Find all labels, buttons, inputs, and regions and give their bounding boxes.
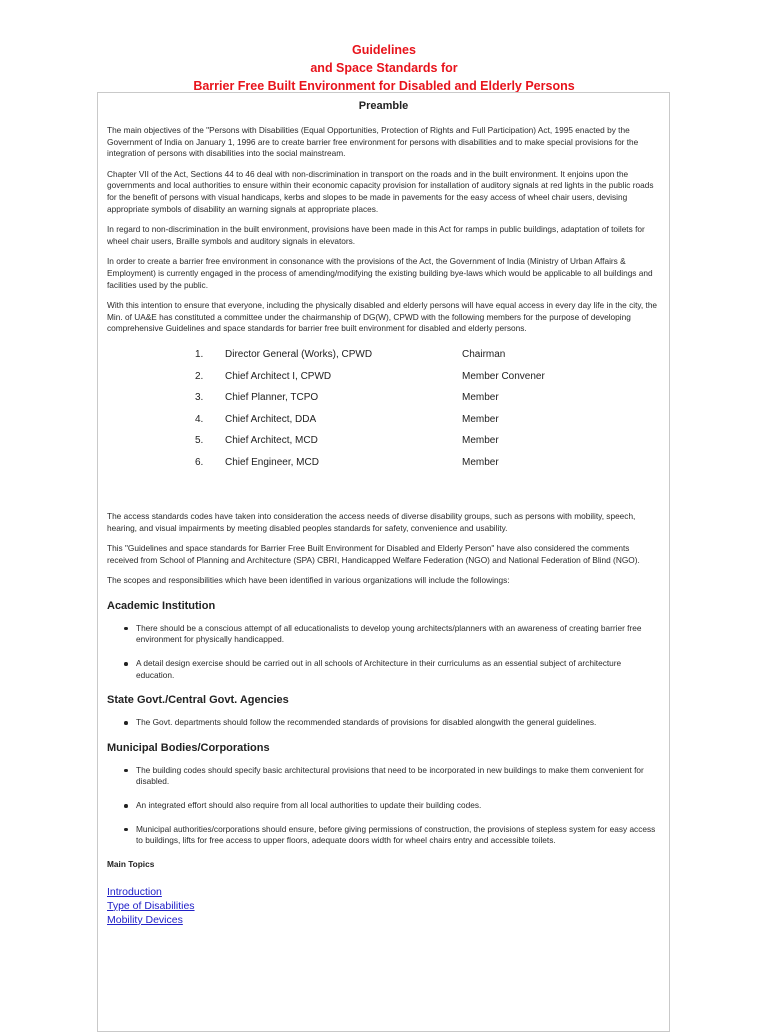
list-item: The Govt. departments should follow the recommended standards of provisions for disabled alongwith the general guidelines.: [136, 717, 660, 729]
committee-row: [187, 408, 642, 430]
member-role: Member Convener: [462, 370, 545, 382]
link-mobility-devices[interactable]: Mobility Devices: [107, 913, 183, 926]
govt-agencies-list: [107, 717, 660, 729]
member-role: Member: [462, 392, 499, 404]
section-heading-municipal: Municipal Bodies/Corporations: [107, 741, 270, 754]
committee-row: [187, 451, 642, 473]
committee-row: [187, 387, 642, 409]
member-role: Member: [462, 413, 499, 425]
committee-members-table: [187, 344, 642, 473]
body-paragraph: This "Guidelines and space standards for Barrier Free Built Environment for Disabled and Elderly Person" have also considered the comments received from School of Planning and Architecture (SPA) CBRI, Handicapped Welfare Federation (NGO) and National Federation of Blind (NGO).: [107, 543, 640, 565]
member-number: 2.: [195, 370, 204, 382]
preamble-heading: Preamble: [358, 100, 409, 112]
member-role: Member: [462, 456, 499, 468]
bullet-icon: [124, 804, 128, 808]
member-name: Chief Architect I, CPWD: [225, 370, 332, 382]
member-number: 6.: [195, 456, 204, 468]
body-paragraph: The scopes and responsibilities which have been identified in various organizations will include the followings:: [107, 575, 510, 586]
member-number: 1.: [195, 349, 204, 361]
member-number: 4.: [195, 413, 204, 425]
member-role: Member: [462, 435, 499, 447]
bullet-icon: [124, 828, 128, 832]
member-number: 3.: [195, 392, 204, 404]
main-topics-links: [107, 885, 660, 927]
preamble-paragraph: The main objectives of the "Persons with Disabilities (Equal Opportunities, Protection of Rights and Full Participation) Act, 1995 enacted by the Government of India on January 1, 1996 are to create barrier free environment for persons with disabilities and to make special provisions for the integration of persons with disabilities into the social mainstream.: [107, 125, 639, 159]
section-heading-govt-agencies: State Govt./Central Govt. Agencies: [107, 694, 289, 707]
bullet-icon: [124, 627, 128, 631]
municipal-list: [107, 765, 660, 847]
main-topics-label: Main Topics: [107, 858, 155, 869]
list-item: There should be a conscious attempt of all educationalists to develop young architects/planners with an awareness of creating barrier free environment for physically handicapped.: [136, 623, 660, 646]
committee-row: [187, 365, 642, 387]
section-heading-academic: Academic Institution: [107, 599, 216, 612]
academic-list: [107, 623, 660, 681]
committee-row: [187, 344, 642, 366]
list-item: The building codes should specify basic architectural provisions that need to be incorporated in new buildings to make them convenient for disabled.: [136, 765, 660, 788]
bullet-icon: [124, 662, 128, 666]
body-paragraph: The access standards codes have taken into consideration the access needs of diverse disability groups, such as persons with mobility, speech, hearing, and visual impairments by meeting disabled peoples standards for safety, convenience and usability.: [107, 510, 636, 533]
preamble-paragraph: With this intention to ensure that everyone, including the physically disabled and elderly persons will have equal access in every day life in the city, the Min. of UA&E has constituted a committee under the chairmanship of DG(W), CPWD with the following members for the purpose of developing comprehensive Guidelines and space standards for barrier free built environment for disabled and elderly persons.: [107, 300, 658, 334]
member-number: 5.: [195, 435, 204, 447]
list-item: An integrated effort should also require from all local authorities to update their building codes.: [136, 800, 660, 812]
title-line-3: Barrier Free Built Environment for Disabled and Elderly Persons: [193, 79, 575, 93]
member-name: Chief Engineer, MCD: [225, 456, 319, 468]
preamble-paragraph: In regard to non-discrimination in the built environment, provisions have been made in this Act for ramps in public buildings, adaptation of toilets for wheel chair users, Braille symbols and auditory signals in elevators.: [107, 224, 645, 246]
member-role: Chairman: [462, 349, 506, 361]
title-line-2: and Space Standards for: [310, 61, 458, 75]
preamble-paragraph: Chapter VII of the Act, Sections 44 to 46 deal with non-discrimination in transport on the roads and in the built environment. It enjoins upon the governments and local authorities to ensure within their economic capacity provision for installation of auditory signals at red lights in the public roads for the benefit of persons with visual handicaps, kerbs and slopes to be made in pavements for the easy access of wheel chair users, devising appropriate symbols of disability an warning signals at appropriate places.: [107, 168, 654, 214]
link-introduction[interactable]: Introduction: [107, 885, 162, 898]
preamble-paragraph: In order to create a barrier free environment in consonance with the provisions of the Act, the Government of India (Ministry of Urban Affairs & Employment) is currently engaged in the process of amending/modifying the existing building bye-laws which would be applicable to all buildings and facilities used by the public.: [107, 256, 653, 290]
link-type-of-disabilities[interactable]: Type of Disabilities: [107, 899, 195, 912]
document-title: [0, 41, 768, 95]
title-line-1: Guidelines: [352, 43, 416, 57]
member-name: Chief Planner, TCPO: [225, 392, 319, 404]
main-content: [107, 99, 660, 927]
list-item: Municipal authorities/corporations should ensure, before giving permissions of construction, the provisions of stepless system for easy access to buildings, lifts for free access to upper floors, adequate doors width for wheel chairs entry and accessible toilets.: [136, 824, 660, 847]
bullet-icon: [124, 721, 128, 725]
bullet-icon: [124, 769, 128, 773]
member-name: Chief Architect, MCD: [225, 435, 318, 447]
member-name: Director General (Works), CPWD: [225, 349, 373, 361]
member-name: Chief Architect, DDA: [225, 413, 317, 425]
committee-row: [187, 430, 642, 452]
list-item: A detail design exercise should be carried out in all schools of Architecture in their curriculums as an essential subject of architecture education.: [136, 658, 660, 681]
